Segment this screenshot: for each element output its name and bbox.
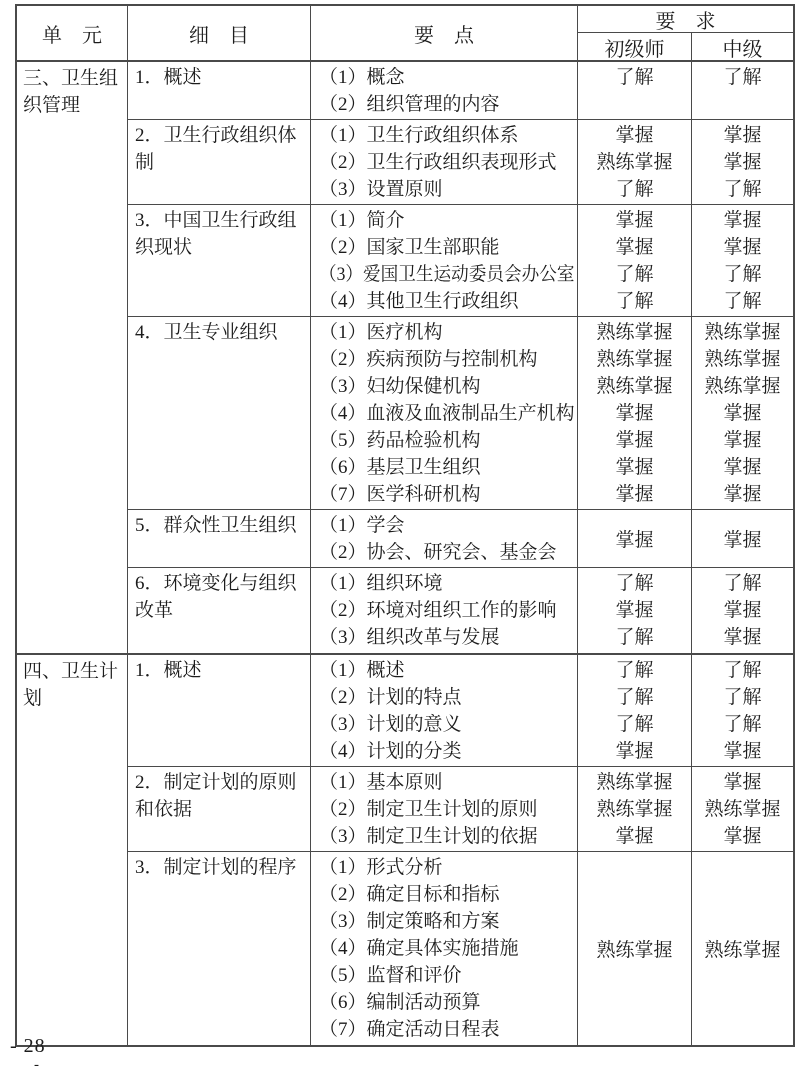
unit-name-cell: 三、卫生组织管理 <box>17 62 128 653</box>
requirement-line <box>692 481 793 508</box>
unit-body <box>128 655 793 1045</box>
requirement-line <box>578 122 691 149</box>
point-line <box>319 400 575 427</box>
requirement-line <box>578 149 691 176</box>
requirement-line <box>692 261 793 288</box>
requirement-value: 掌握 <box>615 600 654 621</box>
junior-requirement-cell <box>578 655 692 766</box>
points-cell <box>311 510 578 567</box>
requirement-value: 掌握 <box>723 430 762 451</box>
point-text: （4）计划的分类 <box>319 741 462 762</box>
point-text: （3）妇幼保健机构 <box>319 376 481 397</box>
requirement-value: 掌握 <box>723 484 762 505</box>
requirement-value: 了解 <box>615 264 654 285</box>
point-line <box>319 738 575 765</box>
requirement-line <box>578 261 691 288</box>
requirement-value: 熟练掌握 <box>704 376 781 397</box>
requirement-line <box>692 796 793 823</box>
requirement-value: 了解 <box>615 714 654 735</box>
junior-requirement-cell <box>578 205 692 316</box>
requirement-line <box>692 400 793 427</box>
requirement-line <box>692 597 793 624</box>
unit-name-cell: 四、卫生计划 <box>17 655 128 1045</box>
header-points: 要 点 <box>311 6 578 60</box>
point-text: （6）基层卫生组织 <box>319 457 481 478</box>
point-line <box>319 935 575 962</box>
requirement-line <box>578 570 691 597</box>
requirement-line <box>692 91 793 118</box>
syllabus-table <box>15 4 795 1047</box>
requirement-value: 掌握 <box>615 403 654 424</box>
point-line <box>319 796 575 823</box>
table-body <box>17 62 793 1045</box>
requirement-value: 了解 <box>723 291 762 312</box>
requirement-line <box>578 454 691 481</box>
point-text: （5）药品检验机构 <box>319 430 481 451</box>
group-row <box>128 120 793 205</box>
points-cell <box>311 120 578 204</box>
requirement-value: 了解 <box>615 67 654 88</box>
point-line <box>319 288 575 315</box>
requirement-line <box>578 373 691 400</box>
point-line <box>319 234 575 261</box>
header-intermediate: 中级 <box>722 39 763 61</box>
requirement-value: 了解 <box>723 67 762 88</box>
requirement-value: 掌握 <box>723 152 762 173</box>
requirement-line <box>578 64 691 91</box>
point-line <box>319 91 575 118</box>
group-row <box>128 655 793 767</box>
requirement-value: 了解 <box>723 179 762 200</box>
intermediate-requirement-cell <box>692 205 793 316</box>
requirement-value: 了解 <box>615 573 654 594</box>
junior-requirement-cell <box>578 62 692 119</box>
requirement-value: 掌握 <box>615 457 654 478</box>
requirement-line <box>692 657 793 684</box>
group-row <box>128 317 793 510</box>
header-requirement-sub <box>578 33 793 62</box>
requirement-line <box>692 454 793 481</box>
point-line <box>319 989 575 1016</box>
point-line <box>319 908 575 935</box>
requirement-line <box>578 738 691 765</box>
point-text: （1）概述 <box>319 660 405 681</box>
points-cell <box>311 655 578 766</box>
points-cell <box>311 317 578 509</box>
group-row <box>128 205 793 317</box>
point-line <box>319 570 575 597</box>
point-line <box>319 657 575 684</box>
page-number-dash: - <box>34 1057 39 1073</box>
requirement-line <box>692 769 793 796</box>
requirement-line <box>692 624 793 651</box>
junior-requirement-cell <box>578 317 692 509</box>
detail-cell: 1．概述 <box>128 62 311 119</box>
point-text: （4）血液及血液制品生产机构 <box>319 403 575 424</box>
point-text: （4）确定具体实施措施 <box>319 938 519 959</box>
requirement-line <box>692 122 793 149</box>
requirement-value: 掌握 <box>723 627 762 648</box>
page-number: - 28 <box>10 1035 46 1057</box>
group-row <box>128 767 793 852</box>
requirement-line <box>692 207 793 234</box>
point-text: （1）简介 <box>319 210 405 231</box>
header-requirement: 要 求 <box>578 6 793 33</box>
requirement-value: 熟练掌握 <box>704 322 781 343</box>
intermediate-requirement-cell <box>692 510 793 567</box>
junior-requirement-cell <box>578 120 692 204</box>
group-row <box>128 510 793 568</box>
requirement-value: 了解 <box>723 264 762 285</box>
points-cell <box>311 205 578 316</box>
point-text: （3）制定卫生计划的依据 <box>319 826 538 847</box>
unit-row <box>17 655 793 1045</box>
point-text: （2）国家卫生部职能 <box>319 237 500 258</box>
requirement-value: 熟练掌握 <box>596 152 673 173</box>
junior-requirement-cell <box>578 510 692 567</box>
requirement-value: 熟练掌握 <box>596 322 673 343</box>
point-text: （2）卫生行政组织表现形式 <box>319 152 557 173</box>
point-text: （3）计划的意义 <box>319 714 462 735</box>
point-text: （5）监督和评价 <box>319 965 462 986</box>
requirement-value: 了解 <box>615 291 654 312</box>
detail-cell: 2．卫生行政组织体制 <box>128 120 311 204</box>
point-text: （2）组织管理的内容 <box>319 94 500 115</box>
requirement-value: 了解 <box>723 687 762 708</box>
requirement-value: 掌握 <box>723 530 762 551</box>
requirement-value: 熟练掌握 <box>596 772 673 793</box>
point-line <box>319 539 575 566</box>
point-line <box>319 319 575 346</box>
point-text: （2）环境对组织工作的影响 <box>319 600 557 621</box>
requirement-line <box>578 624 691 651</box>
points-cell <box>311 62 578 119</box>
requirement-line <box>578 346 691 373</box>
requirement-line <box>692 823 793 850</box>
point-text: （1）学会 <box>319 515 405 536</box>
detail-cell: 1．概述 <box>128 655 311 766</box>
requirement-value: 掌握 <box>723 826 762 847</box>
point-text: （7）医学科研机构 <box>319 484 481 505</box>
point-text: （3）组织改革与发展 <box>319 627 500 648</box>
requirement-line <box>692 64 793 91</box>
requirement-value: 掌握 <box>723 457 762 478</box>
junior-requirement-cell <box>578 568 692 653</box>
requirement-value: 掌握 <box>615 826 654 847</box>
requirement-line <box>692 570 793 597</box>
requirement-line <box>692 373 793 400</box>
unit-row <box>17 62 793 655</box>
requirement-value: 掌握 <box>723 772 762 793</box>
point-line <box>319 881 575 908</box>
point-line <box>319 684 575 711</box>
header-requirement-group <box>578 6 793 60</box>
point-text: （2）确定目标和指标 <box>319 884 500 905</box>
point-text: （6）编制活动预算 <box>319 992 481 1013</box>
point-text: （3）制定策略和方案 <box>319 911 500 932</box>
points-cell <box>311 852 578 1045</box>
point-text: （7）确定活动日程表 <box>319 1019 500 1040</box>
header-junior: 初级师 <box>578 33 692 62</box>
junior-requirement-cell <box>578 852 692 1045</box>
point-text: （1）基本原则 <box>319 772 443 793</box>
header-unit: 单 元 <box>17 6 128 60</box>
requirement-value: 掌握 <box>723 600 762 621</box>
requirement-value: 掌握 <box>615 530 654 551</box>
requirement-line <box>692 427 793 454</box>
detail-cell: 2．制定计划的原则和依据 <box>128 767 311 851</box>
requirement-value: 熟练掌握 <box>704 349 781 370</box>
requirement-line <box>578 427 691 454</box>
requirement-line <box>578 684 691 711</box>
requirement-value: 掌握 <box>723 741 762 762</box>
point-line <box>319 427 575 454</box>
detail-cell: 5．群众性卫生组织 <box>128 510 311 567</box>
point-line <box>319 962 575 989</box>
requirement-value: 了解 <box>615 660 654 681</box>
point-line <box>319 122 575 149</box>
requirement-value: 掌握 <box>723 125 762 146</box>
requirement-line <box>578 711 691 738</box>
intermediate-requirement-cell <box>692 317 793 509</box>
point-text: （1）医疗机构 <box>319 322 443 343</box>
point-line <box>319 512 575 539</box>
requirement-value: 熟练掌握 <box>596 940 673 961</box>
requirement-line <box>692 738 793 765</box>
point-line <box>319 769 575 796</box>
requirement-value: 了解 <box>723 573 762 594</box>
point-text: （4）其他卫生行政组织 <box>319 291 519 312</box>
requirement-value: 了解 <box>615 687 654 708</box>
point-text: （1）组织环境 <box>319 573 443 594</box>
requirement-value: 掌握 <box>723 210 762 231</box>
requirement-value: 掌握 <box>615 430 654 451</box>
point-line <box>319 176 575 203</box>
point-line <box>319 454 575 481</box>
requirement-value: 熟练掌握 <box>704 940 781 961</box>
detail-cell: 6．环境变化与组织改革 <box>128 568 311 653</box>
intermediate-requirement-cell <box>692 120 793 204</box>
detail-cell: 4．卫生专业组织 <box>128 317 311 509</box>
requirement-value: 了解 <box>615 179 654 200</box>
intermediate-requirement-cell <box>692 852 793 1045</box>
point-line <box>319 597 575 624</box>
requirement-value: 了解 <box>723 714 762 735</box>
requirement-line <box>692 711 793 738</box>
requirement-value: 了解 <box>615 627 654 648</box>
requirement-line <box>692 684 793 711</box>
intermediate-requirement-cell <box>692 568 793 653</box>
requirement-line <box>578 597 691 624</box>
points-cell <box>311 568 578 653</box>
point-line <box>319 624 575 651</box>
requirement-value: 熟练掌握 <box>704 799 781 820</box>
points-cell <box>311 767 578 851</box>
requirement-value: 掌握 <box>615 125 654 146</box>
intermediate-requirement-cell <box>692 767 793 851</box>
point-text: （2）计划的特点 <box>319 687 462 708</box>
requirement-line <box>578 91 691 118</box>
requirement-value: 掌握 <box>615 237 654 258</box>
requirement-line <box>578 234 691 261</box>
point-line <box>319 207 575 234</box>
point-text: （1）卫生行政组织体系 <box>319 125 519 146</box>
group-row <box>128 852 793 1045</box>
point-line <box>319 711 575 738</box>
requirement-value: 了解 <box>723 660 762 681</box>
point-text: （2）制定卫生计划的原则 <box>319 799 538 820</box>
point-text: （3）爱国卫生运动委员会办公室 <box>319 264 575 285</box>
point-line <box>319 149 575 176</box>
requirement-value: 熟练掌握 <box>596 376 673 397</box>
requirement-line <box>578 176 691 203</box>
intermediate-requirement-cell <box>692 62 793 119</box>
header-detail: 细 目 <box>128 6 311 60</box>
point-line <box>319 823 575 850</box>
junior-requirement-cell <box>578 767 692 851</box>
requirement-value: 掌握 <box>615 741 654 762</box>
point-line <box>319 1016 575 1043</box>
point-text: （3）设置原则 <box>319 179 443 200</box>
requirement-value: 熟练掌握 <box>596 799 673 820</box>
requirement-line <box>692 288 793 315</box>
requirement-line <box>692 176 793 203</box>
requirement-value: 掌握 <box>615 484 654 505</box>
point-line <box>319 481 575 508</box>
table-header <box>17 6 793 62</box>
requirement-line <box>578 400 691 427</box>
requirement-line <box>578 481 691 508</box>
point-line <box>319 261 575 288</box>
requirement-value: 掌握 <box>723 403 762 424</box>
requirement-line <box>692 319 793 346</box>
point-text: （1）概念 <box>319 67 405 88</box>
point-line <box>319 373 575 400</box>
intermediate-requirement-cell <box>692 655 793 766</box>
requirement-line <box>578 207 691 234</box>
point-text: （2）协会、研究会、基金会 <box>319 542 557 563</box>
point-line <box>319 64 575 91</box>
requirement-value: 掌握 <box>615 210 654 231</box>
point-line <box>319 346 575 373</box>
point-line <box>319 854 575 881</box>
requirement-value: 掌握 <box>723 237 762 258</box>
point-text: （1）形式分析 <box>319 857 443 878</box>
requirement-line <box>692 234 793 261</box>
unit-body <box>128 62 793 653</box>
requirement-line <box>578 288 691 315</box>
detail-cell: 3．中国卫生行政组织现状 <box>128 205 311 316</box>
requirement-line <box>578 769 691 796</box>
requirement-line <box>578 796 691 823</box>
requirement-line <box>692 346 793 373</box>
requirement-value: 熟练掌握 <box>596 349 673 370</box>
requirement-line <box>692 149 793 176</box>
detail-cell: 3．制定计划的程序 <box>128 852 311 1045</box>
requirement-line <box>578 823 691 850</box>
group-row <box>128 62 793 120</box>
requirement-line <box>578 657 691 684</box>
requirement-line <box>578 319 691 346</box>
group-row <box>128 568 793 653</box>
point-text: （2）疾病预防与控制机构 <box>319 349 538 370</box>
